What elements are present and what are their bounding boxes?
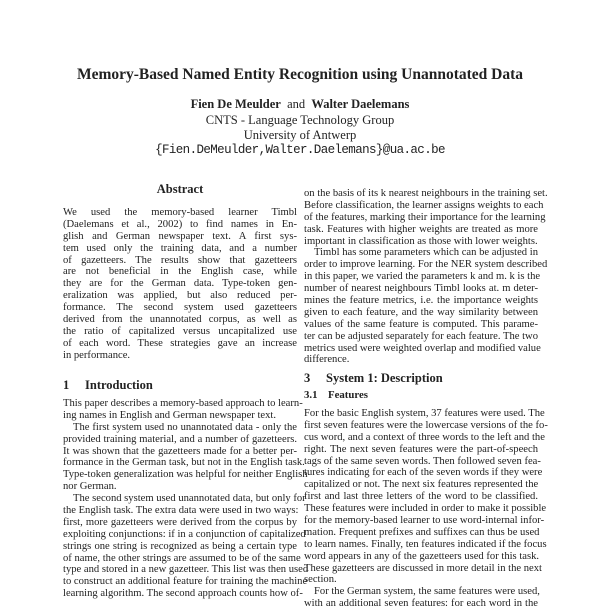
text-line: first, more gazetteers were derived from the corpus by	[63, 516, 297, 528]
text-line: Timbl has some parameters which can be adjusted in	[314, 247, 538, 259]
abstract-heading: Abstract	[156, 182, 204, 196]
text-line: section.	[304, 574, 337, 586]
text-line: right. The next seven features were the part-of-speech	[304, 443, 538, 455]
text-line: (Daelemans et al., 2002) to find names in En-	[63, 218, 297, 230]
text-line: provided training material, and a number of gazetteers.	[63, 433, 297, 445]
text-line: nor German.	[63, 481, 117, 493]
author-emails: {Fien.DeMeulder,Walter.Daelemans}@ua.ac.be	[155, 143, 445, 157]
text-line: on the basis of its k nearest neighbours in the training set.	[304, 188, 548, 199]
text-line: metrics used were weighted overlap and modified value	[304, 342, 541, 354]
paper-title: Memory-Based Named Entity Recognition using Unannotated Data	[76, 66, 524, 83]
text-line: given to each feature, and the way similarity between	[304, 306, 538, 318]
text-line: type and stored in a new gazetteer. This list was then used	[63, 564, 309, 576]
subsection-title: Features	[328, 389, 368, 401]
text-line: to construct an additional feature for training the machine	[63, 576, 308, 588]
text-line: These features were included in order to make it possible	[304, 503, 547, 515]
text-line: glish and German newspaper text. A first sys-	[63, 230, 297, 242]
text-line: strings one string is recognized as being a certain type	[63, 540, 297, 552]
text-line: formance. The second system used gazetteers	[63, 302, 297, 314]
text-line: derived from the unannotated corpus, as well as	[63, 314, 297, 326]
features-body	[304, 408, 548, 610]
text-line: tags of the same seven words. Then followed seven fea-	[304, 455, 541, 467]
authors	[0, 97, 600, 112]
text-line: are not beneficial in the English case, while	[63, 266, 297, 278]
text-line: of gazetteers. The results show that gazetteers	[63, 254, 297, 266]
text-line: Type-token generalization was helpful for neither English	[63, 469, 308, 481]
intro-heading	[63, 378, 153, 393]
text-line: Before classification, the learner assigns weights to each	[304, 199, 544, 211]
text-line: of each word. These strategies gave an increase	[63, 337, 297, 349]
text-line: tures indicating for each of the seven words if they were	[304, 467, 543, 479]
text-line: mation. Frequent prefixes and suffixes can thus be used	[304, 526, 540, 538]
text-line: the English task. The extra data were used in two ways:	[63, 505, 299, 517]
text-line: ing names in English and German newspaper text.	[63, 409, 276, 421]
text-line: to learn names. Finally, ten features indicated if the focus	[304, 538, 547, 550]
text-line: formance in the German task, but not in the English task.	[63, 457, 305, 469]
text-line: values of the same feature is computed. This parame-	[304, 318, 538, 330]
subsection-number: 3.1	[304, 389, 318, 401]
author-separator: and	[287, 97, 306, 111]
timbl-description	[304, 188, 548, 366]
affiliation-group: CNTS - Language Technology Group	[205, 113, 395, 127]
text-line: We used the memory-based learner Timbl	[63, 207, 297, 218]
text-line: word appears in any of the gazetteers used for this task.	[304, 550, 540, 562]
text-line: learning algorithm. The second approach counts how of-	[63, 588, 303, 600]
abstract-body	[63, 207, 297, 362]
text-line: The first system used no unannotated data - only the	[73, 421, 297, 433]
text-line: for the memory-based learner to use word-internal infor-	[304, 515, 545, 527]
text-line: with an additional seven features: for each word in the	[304, 598, 538, 610]
text-line: in performance.	[63, 349, 131, 361]
text-line: of the features, marking their importance for the learning	[304, 211, 546, 223]
section-3-heading	[304, 371, 443, 386]
text-line: tem used only the training data, and a number	[63, 242, 297, 254]
section-number: 3	[304, 371, 311, 385]
text-line: These gazetteers are discussed in more detail in the next	[304, 562, 542, 574]
text-line: capitalized or not. The next six features represented the	[304, 479, 539, 491]
text-line: difference.	[304, 354, 350, 366]
text-line: cus word, and a context of three words to the left and the	[304, 431, 545, 443]
intro-body	[63, 398, 309, 600]
section-number: 1	[63, 378, 70, 392]
text-line: in this paper, we varied the parameters k and m. k is the	[304, 271, 541, 283]
text-line: first seven features were the lowercase versions of the fo-	[304, 419, 548, 431]
text-line: task. Features with higher weights are treated as more	[304, 223, 538, 235]
text-line: The second system used unannotated data, but only for	[73, 493, 306, 505]
section-title: System 1: Description	[326, 371, 443, 385]
text-line: the ratio of capitalized versus uncapitalized use	[63, 325, 297, 337]
text-line: they are for the German data. Type-token gen-	[63, 278, 297, 290]
affiliation-university: University of Antwerp	[243, 128, 357, 142]
author-1: Fien De Meulder	[190, 97, 281, 111]
text-line: It was shown that the gazetteers made for a better per-	[63, 445, 297, 457]
author-2: Walter Daelemans	[311, 97, 410, 111]
text-line: mines the feature metrics, i.e. the importance weights	[304, 295, 538, 307]
text-line: exploiting conjunctions: if in a conjunction of capitalized	[63, 528, 306, 540]
text-line: For the basic English system, 37 features were used. The	[304, 408, 545, 419]
text-line: This paper describes a memory-based approach to learn-	[63, 398, 303, 409]
text-line: first and last three letters of the word to be classified.	[304, 491, 538, 503]
text-line: of name, the other strings are assumed to be of the same	[63, 552, 301, 564]
subsection-3-1-heading	[304, 389, 368, 401]
text-line: order to improve learning. For the NER system described	[304, 259, 548, 271]
text-line: For the German system, the same features were used,	[314, 586, 540, 598]
text-line: important in classification as those with lower weights.	[304, 235, 538, 247]
text-line: eralization was applied, but also reduced per-	[63, 290, 297, 302]
text-line: number of nearest neighbours Timbl looks at. m deter-	[304, 283, 538, 295]
text-line: ter can be adjusted separately for each feature. The two	[304, 330, 538, 342]
section-title: Introduction	[85, 378, 153, 392]
